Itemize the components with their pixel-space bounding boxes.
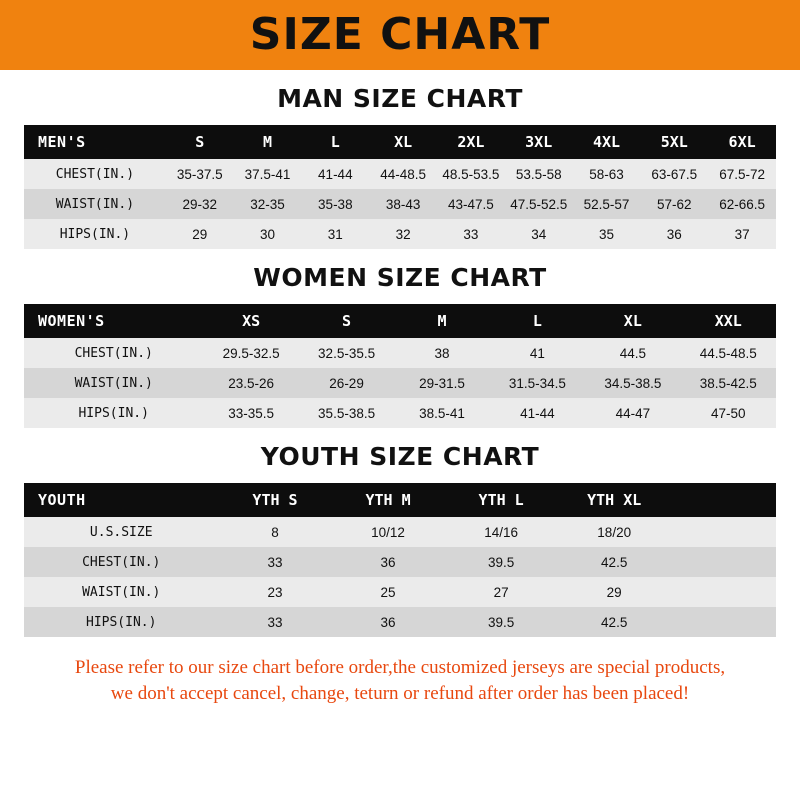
cell: 57-62 [657, 196, 692, 212]
header-cell-l: L [532, 312, 542, 330]
header-cell-label: YOUTH [38, 491, 86, 509]
cell: 10/12 [371, 524, 405, 540]
cell: 33 [267, 614, 283, 630]
women-size-table [24, 304, 776, 428]
cell-spacer [671, 547, 776, 577]
cell: 31 [327, 226, 343, 242]
header-cell-s: S [342, 312, 352, 330]
header-cell-s: S [195, 133, 205, 151]
cell: 23.5-26 [228, 375, 275, 391]
cell: 8 [271, 524, 279, 540]
header-cell-3xl: 3XL [525, 133, 553, 151]
cell: 37.5-41 [244, 166, 291, 182]
cell: 18/20 [597, 524, 632, 540]
cell: 35.5-38.5 [318, 405, 376, 421]
cell: 29-32 [182, 196, 217, 212]
cell: 29.5-32.5 [222, 345, 280, 361]
cell: 41-44 [520, 405, 555, 421]
row-label-chest: CHEST(IN.) [82, 554, 161, 570]
cell: 44-48.5 [380, 166, 427, 182]
cell: 36 [380, 614, 396, 630]
table-row [24, 577, 776, 607]
section-man [24, 84, 776, 249]
header-cell-yth-m: YTH M [365, 491, 411, 509]
cell: 32-35 [250, 196, 285, 212]
row-label-chest: CHEST(IN.) [74, 345, 153, 361]
cell: 33 [463, 226, 479, 242]
cell: 39.5 [487, 614, 515, 630]
section-youth [24, 442, 776, 637]
cell: 48.5-53.5 [442, 166, 500, 182]
cell-spacer [671, 577, 776, 607]
cell: 30 [260, 226, 276, 242]
table-header-row [24, 125, 776, 159]
cell: 33-35.5 [228, 405, 275, 421]
cell: 33 [267, 554, 283, 570]
header-cell-label: WOMEN'S [38, 312, 105, 330]
cell-spacer [671, 517, 776, 547]
row-label-hips: HIPS(IN.) [86, 614, 157, 630]
cell: 44.5-48.5 [699, 345, 757, 361]
cell: 29 [192, 226, 208, 242]
cell: 67.5-72 [719, 166, 765, 182]
header-cell-xxl: XXL [714, 312, 742, 330]
header-cell-yth-xl: YTH XL [587, 491, 642, 509]
header-cell-xl: XL [394, 133, 413, 151]
footer-note-line2: we don't accept cancel, change, teturn or refund after order has been placed! [110, 682, 690, 704]
row-label-us-size: U.S.SIZE [89, 524, 153, 540]
table-row [24, 547, 776, 577]
header-cell-xl: XL [623, 312, 642, 330]
table-row [24, 607, 776, 637]
cell: 37 [734, 226, 750, 242]
cell: 35-37.5 [176, 166, 223, 182]
header-cell-m: M [263, 133, 273, 151]
row-label-waist: WAIST(IN.) [82, 584, 161, 600]
section-title-youth: YOUTH SIZE CHART [260, 442, 540, 471]
cell: 14/16 [484, 524, 519, 540]
section-women [24, 263, 776, 428]
cell: 36 [666, 226, 682, 242]
header-cell-m: M [437, 312, 447, 330]
header-cell-yth-s: YTH S [252, 491, 298, 509]
footer-note [24, 655, 776, 706]
cell: 53.5-58 [515, 166, 562, 182]
table-row [24, 219, 776, 249]
cell: 42.5 [601, 554, 628, 570]
row-label-waist: WAIST(IN.) [74, 375, 153, 391]
cell: 38.5-41 [419, 405, 465, 421]
header-cell-spacer [671, 483, 776, 517]
cell: 27 [493, 584, 509, 600]
page-title: SIZE CHART [249, 9, 551, 60]
section-title-man: MAN SIZE CHART [277, 84, 523, 113]
header-cell-yth-l: YTH L [478, 491, 524, 509]
header-cell-6xl: 6XL [728, 133, 756, 151]
cell: 47.5-52.5 [510, 196, 568, 212]
row-label-hips: HIPS(IN.) [59, 226, 131, 242]
cell: 41-44 [318, 166, 353, 182]
header-cell-l: L [330, 133, 340, 151]
cell: 41 [529, 345, 545, 361]
cell: 23 [267, 584, 283, 600]
footer-note-line1: Please refer to our size chart before order,the customized jerseys are special products, [74, 657, 726, 678]
cell: 38 [434, 345, 450, 361]
row-label-chest: CHEST(IN.) [55, 166, 135, 182]
cell: 43-47.5 [448, 196, 494, 212]
cell: 38.5-42.5 [699, 375, 757, 391]
table-header-row [24, 304, 776, 338]
cell: 32 [395, 226, 411, 242]
header-cell-label: MEN'S [38, 133, 86, 151]
cell: 47-50 [711, 405, 746, 421]
cell: 44-47 [615, 405, 651, 421]
man-size-table [24, 125, 776, 249]
cell: 44.5 [619, 345, 646, 361]
table-row [24, 338, 776, 368]
table-row [24, 517, 776, 547]
cell: 34.5-38.5 [604, 375, 662, 391]
header-cell-xs: XS [242, 312, 261, 330]
cell: 29 [606, 584, 622, 600]
cell: 35 [598, 226, 615, 242]
cell: 38-43 [385, 196, 421, 212]
table-row [24, 159, 776, 189]
cell: 58-63 [589, 166, 624, 182]
cell: 32.5-35.5 [318, 345, 376, 361]
table-header-row [24, 483, 776, 517]
table-row [24, 189, 776, 219]
cell-spacer [671, 607, 776, 637]
cell: 29-31.5 [419, 375, 465, 391]
cell: 35-38 [318, 196, 353, 212]
cell: 26-29 [329, 375, 364, 391]
header-cell-4xl: 4XL [592, 133, 621, 151]
row-label-hips: HIPS(IN.) [78, 405, 149, 421]
table-row [24, 398, 776, 428]
cell: 42.5 [601, 614, 628, 630]
row-label-waist: WAIST(IN.) [55, 196, 135, 212]
cell: 31.5-34.5 [508, 375, 566, 391]
header-banner [0, 0, 800, 70]
cell: 36 [380, 554, 396, 570]
cell: 52.5-57 [583, 196, 630, 212]
chart-content [0, 84, 800, 706]
youth-size-table [24, 483, 776, 637]
cell: 39.5 [487, 554, 515, 570]
cell: 62-66.5 [719, 196, 765, 212]
cell: 63-67.5 [651, 166, 698, 182]
section-title-women: WOMEN SIZE CHART [253, 263, 547, 292]
header-cell-2xl: 2XL [457, 133, 485, 151]
cell: 25 [380, 584, 396, 600]
cell: 34 [531, 226, 547, 242]
table-row [24, 368, 776, 398]
header-cell-5xl: 5XL [660, 133, 688, 151]
